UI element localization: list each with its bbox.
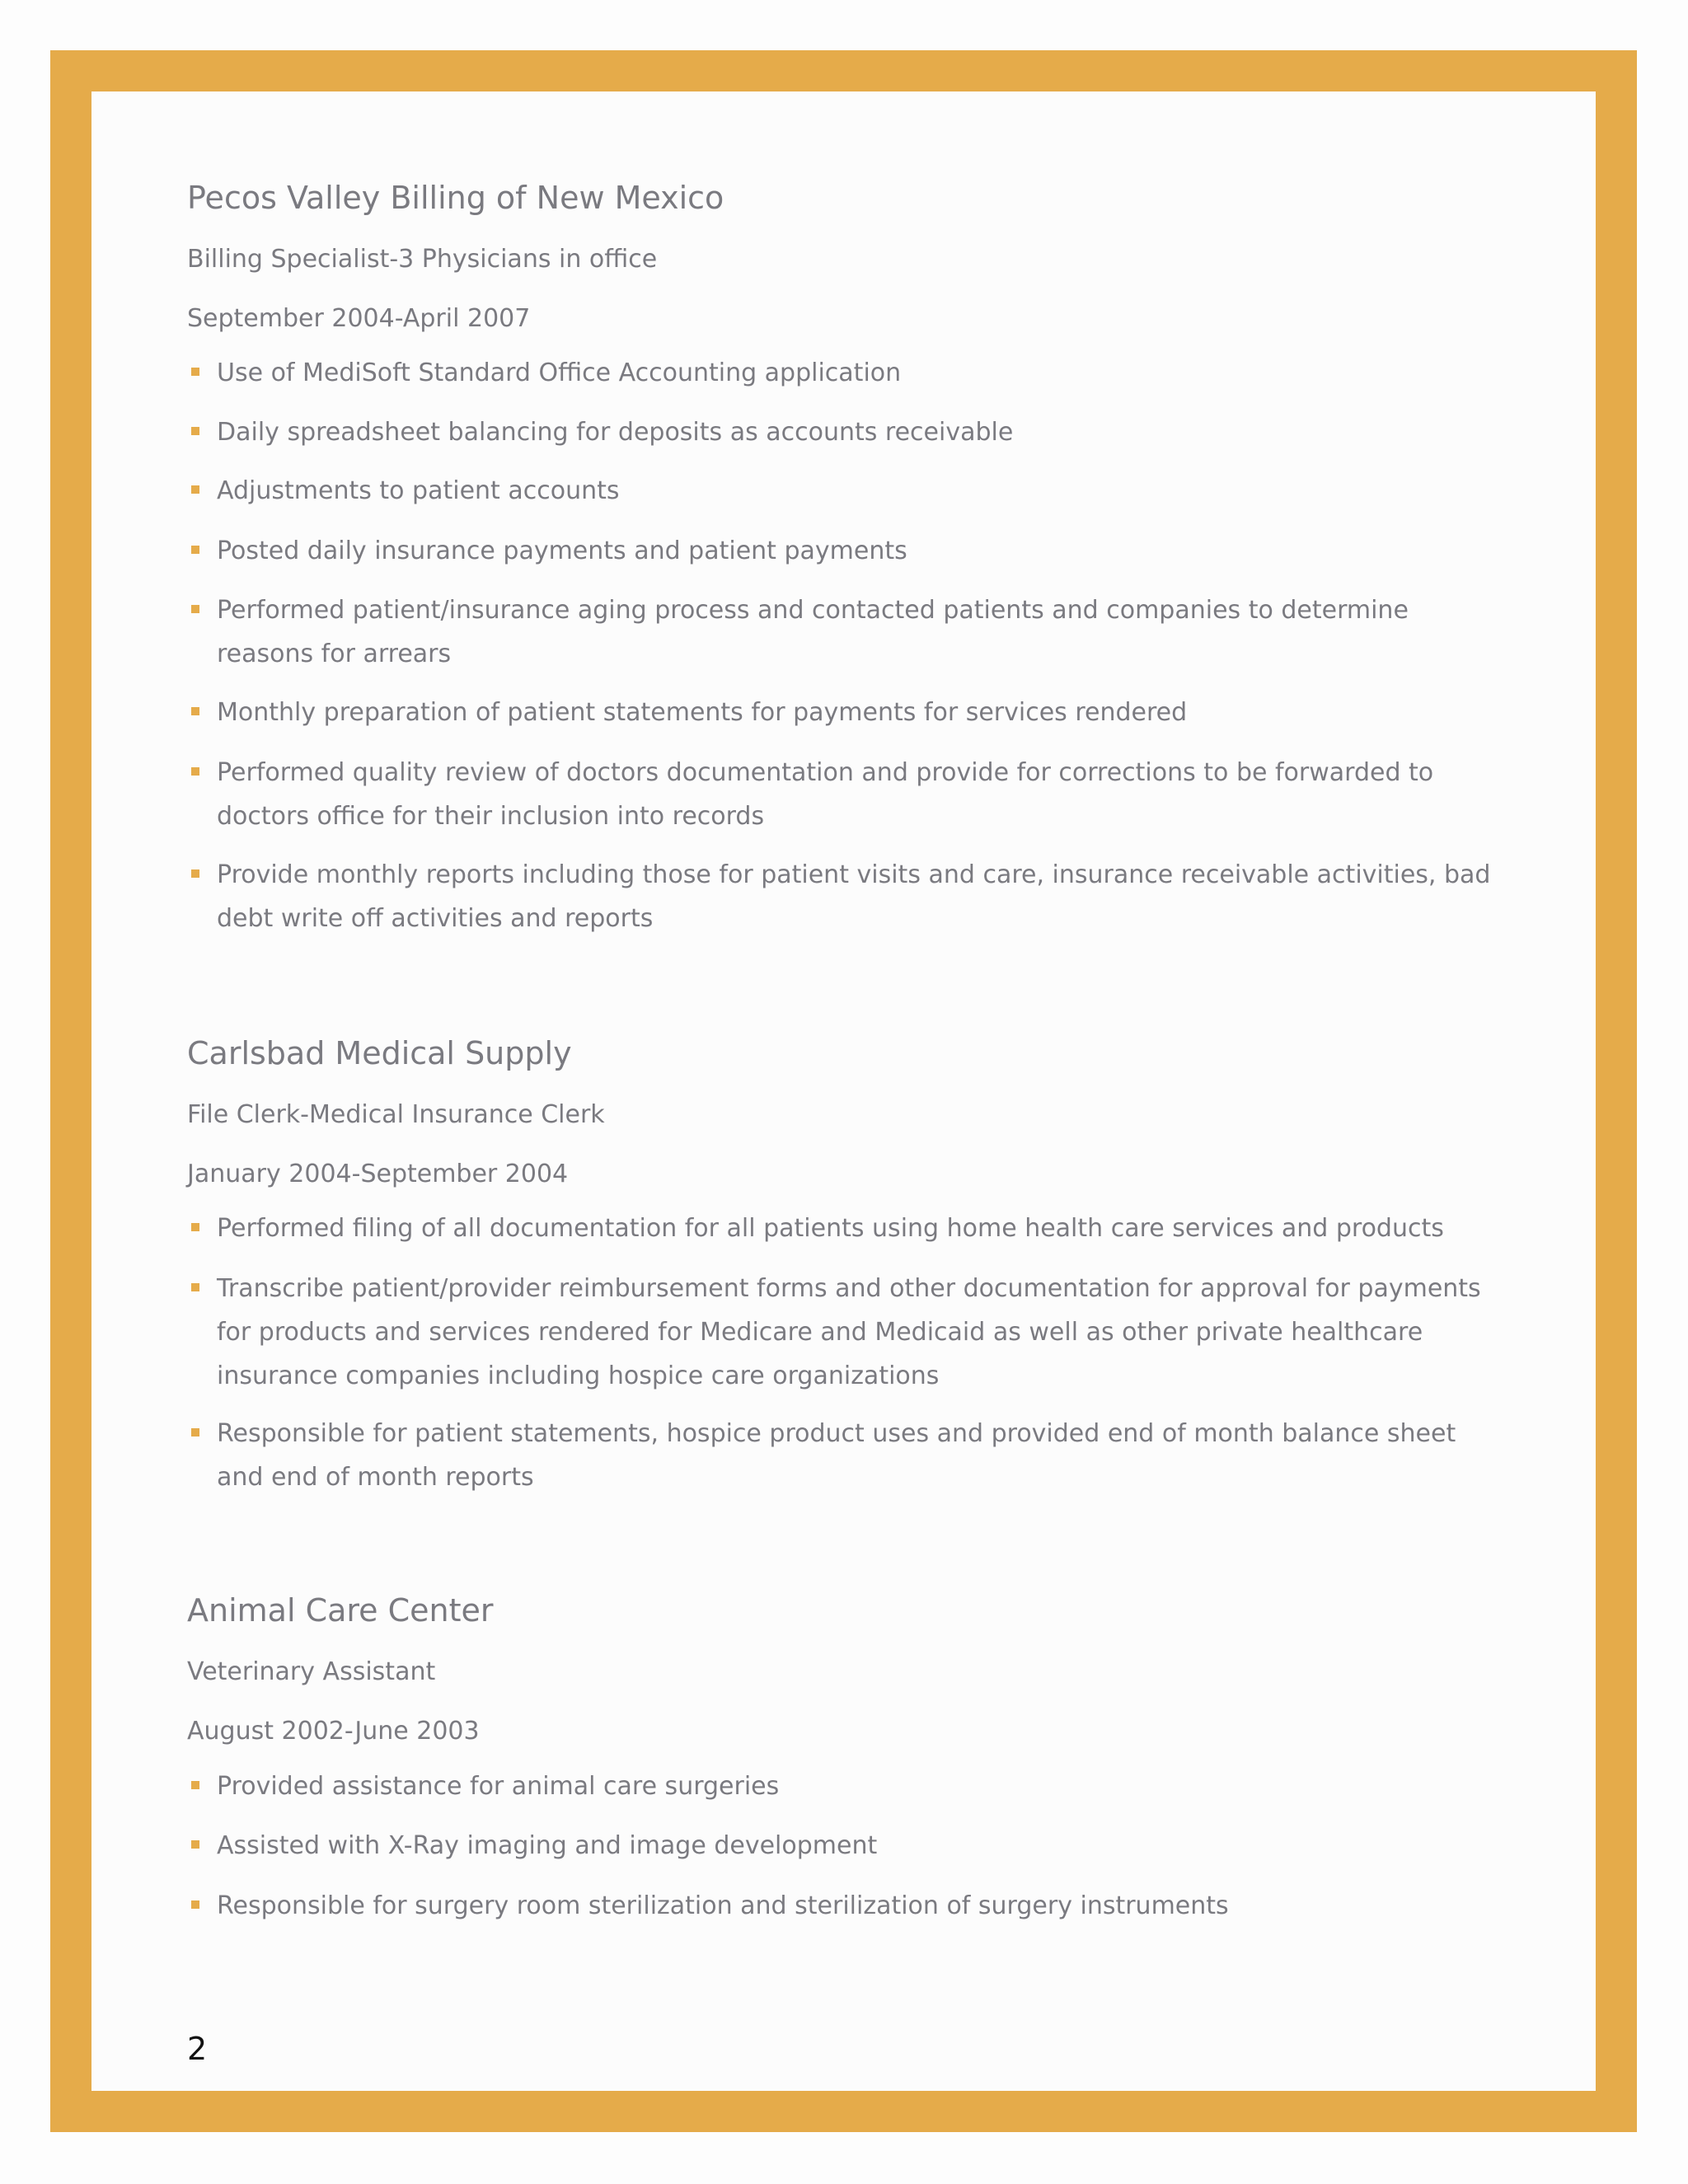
bullet-square-icon xyxy=(191,1781,199,1789)
job-title: Billing Specialist-3 Physicians in office xyxy=(187,245,658,274)
bullet-square-icon xyxy=(191,767,199,776)
company-name: Animal Care Center xyxy=(187,1592,494,1629)
bullet-square-icon xyxy=(191,368,199,376)
bullet-square-icon xyxy=(191,1283,199,1291)
company-name: Carlsbad Medical Supply xyxy=(187,1035,572,1071)
employment-dates: August 2002-June 2003 xyxy=(187,1717,480,1746)
employment-dates: January 2004-September 2004 xyxy=(187,1160,569,1188)
bullet-square-icon xyxy=(191,1900,199,1909)
bullet-square-icon xyxy=(191,707,199,715)
job-title: File Clerk-Medical Insurance Clerk xyxy=(187,1100,605,1129)
page: Pecos Valley Billing of New Mexico Billing Specialist-3 Physicians in office September 2004-April 2007 Use of MediSoft Standard Office Accounting application Daily spreadsheet balancing for deposits as accounts receivable Adjustments to patient accounts Posted daily insurance payments and patient payments Performed patient/insurance aging process and contacted patients and companies to determine reasons for arrears Monthly preparation of patient statements for payments for services rendered Performed quality review of doctors documentation and provide for corrections to be forwarded to doctors office for their inclusion into records Provide monthly reports including those for patient visits and care, insurance receivable activities, bad debt write off activities and reports Carlsbad Medical Supply File Clerk-Medical Insurance Clerk January 2004-September 2004 Performed filing of all documentation for all patients using home health care services and products Transcribe patient/provider reimbursement forms and other documentation for approval for payments for products and services rendered for Medicare and Medicaid as well as other private healthcare insurance companies including hospice care organizations Responsible for patient statements, hospice product uses and provided end of month balance sheet and end of month reports Animal Care Center Veterinary Assistant August 2002-June 2003 Provided assistance for animal care surgeries Assisted with X-Ray imaging and image development Responsible for surgery room sterilization and sterilization of surgery instruments 2 xyxy=(91,91,1596,2091)
bullet-square-icon xyxy=(191,1223,199,1231)
employment-dates: September 2004-April 2007 xyxy=(187,304,531,333)
bullet-square-icon xyxy=(191,605,199,613)
bullet-square-icon xyxy=(191,546,199,554)
bullet-square-icon xyxy=(191,1428,199,1436)
page-number: 2 xyxy=(187,2031,208,2067)
bullet-square-icon xyxy=(191,869,199,878)
bullet-square-icon xyxy=(191,427,199,435)
bullet-square-icon xyxy=(191,485,199,494)
page-border xyxy=(50,50,1637,2132)
job-title: Veterinary Assistant xyxy=(187,1657,436,1686)
bullet-square-icon xyxy=(191,1840,199,1849)
company-name: Pecos Valley Billing of New Mexico xyxy=(187,180,724,216)
